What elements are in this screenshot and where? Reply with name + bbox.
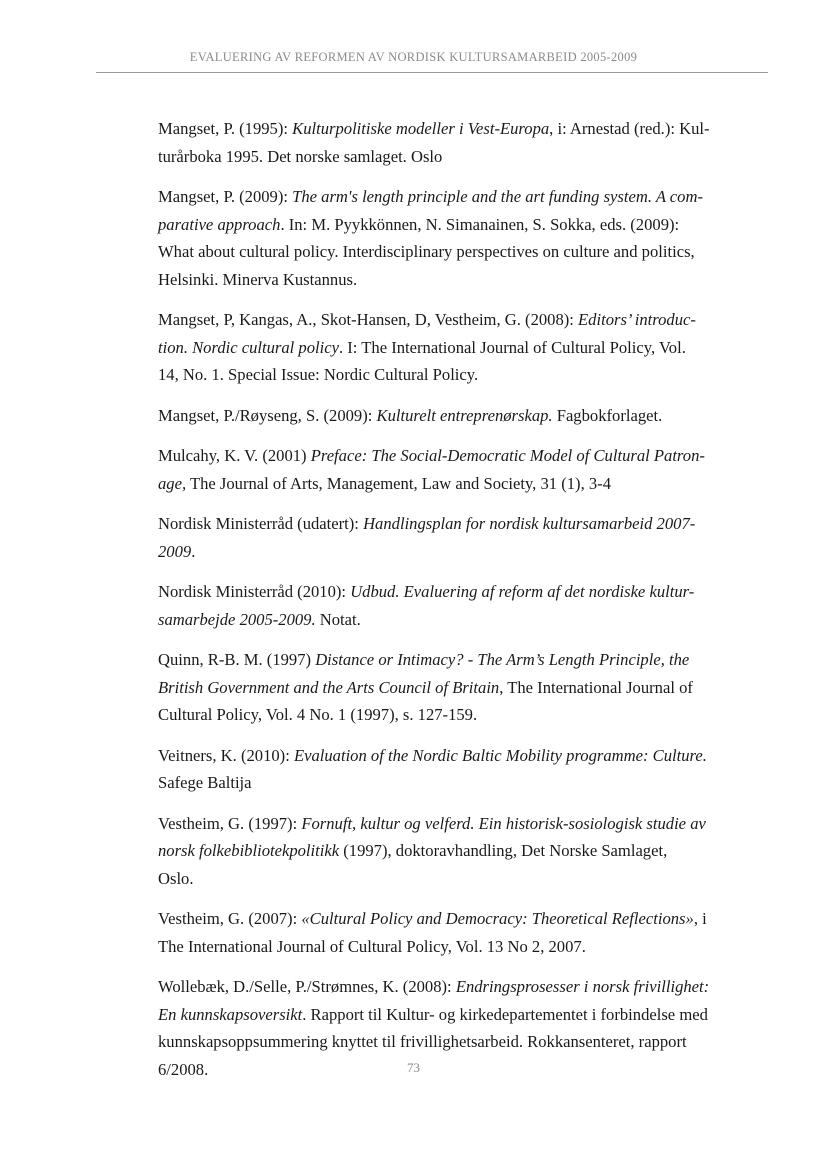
reference-text: What about cultural policy. Interdisciplinary perspectives on culture and politics, xyxy=(158,242,695,261)
reference-text: The International Journal of Cultural Policy, Vol. 13 No 2, 2007. xyxy=(158,936,586,956)
reference-text: , The International Journal of xyxy=(499,677,693,697)
reference-text: . Rapport til Kultur- og kirkedepartementet i forbindelse med xyxy=(302,1004,708,1024)
reference-text: 6/2008. xyxy=(158,1059,209,1079)
reference-title-text: Udbud. Evaluering af reform af det nordiske kultur- xyxy=(350,582,695,601)
reference-text: . I: The International Journal of Cultural Policy, Vol. xyxy=(338,337,686,357)
reference-text: The Journal of Arts, Management, Law and Society, 31 (1), 3-4 xyxy=(186,473,611,493)
reference-text: Mangset, P./Røyseng, S. (2009): xyxy=(158,405,377,425)
reference-text: Mangset, P. (1995): xyxy=(158,119,293,138)
reference-title-text: The arm's length principle and the art funding system. A com- xyxy=(292,187,703,206)
reference-text: Nordisk Ministerråd (udatert): xyxy=(158,514,364,533)
running-header: EVALUERING AV REFORMEN AV NORDISK KULTURSAMARBEID 2005-2009 xyxy=(189,50,638,64)
reference-text: kunnskapsoppsummering knyttet til frivillighetsarbeid. Rokkansenteret, rapport xyxy=(158,1032,687,1051)
reference-title-text: Editors’ introduc- xyxy=(578,310,696,329)
reference-text: Safege Baltija xyxy=(158,773,252,792)
reference-text: Oslo. xyxy=(158,868,194,888)
reference-text: Vestheim, G. (2007): xyxy=(158,909,302,928)
reference-text: Mulcahy, K. V. (2001) xyxy=(158,446,311,465)
reference-title-text: Kulturelt entreprenørskap. xyxy=(376,405,553,425)
reference-entry xyxy=(158,306,710,389)
reference-title-text: En kunnskapsoversikt xyxy=(158,1004,303,1024)
header-divider xyxy=(96,72,768,73)
reference-text: , i xyxy=(693,909,707,928)
reference-entry xyxy=(158,183,710,293)
reference-text: turårboka 1995. Det norske samlaget. Oslo xyxy=(158,146,443,166)
reference-title-text: Endringsprosesser i norsk frivillighet: xyxy=(455,977,710,996)
reference-text: Wollebæk, D./Selle, P./Strømnes, K. (2008): xyxy=(158,977,456,996)
reference-text: Helsinki. Minerva Kustannus. xyxy=(158,269,358,289)
reference-entry xyxy=(158,402,710,430)
reference-text: Veitners, K. (2010): xyxy=(158,745,294,765)
reference-entry xyxy=(158,510,710,565)
reference-title-text: tion. Nordic cultural policy xyxy=(158,337,339,357)
reference-title-text: Handlingsplan for nordisk kultursamarbeid 2007- xyxy=(363,514,696,533)
reference-text: (1997), doktoravhandling, Det Norske Samlaget, xyxy=(339,841,668,860)
reference-title-text: samarbejde 2005-2009. xyxy=(158,609,316,629)
reference-title-text: 2009 xyxy=(158,541,192,561)
reference-title-text: Fornuft, kultur og velferd. Ein historisk-sosiologisk studie av xyxy=(301,813,706,833)
reference-title-text: norsk folkebibliotekpolitikk xyxy=(158,841,340,860)
reference-text: Cultural Policy, Vol. 4 No. 1 (1997), s. 127-159. xyxy=(158,705,478,724)
reference-text: , i: Arnestad (red.): Kul- xyxy=(549,119,710,138)
reference-entry xyxy=(158,742,710,797)
reference-text: Fagbokforlaget. xyxy=(552,405,663,425)
reference-entry xyxy=(158,646,710,729)
reference-entry xyxy=(158,578,710,633)
reference-text: . xyxy=(191,541,196,561)
reference-text: 14, No. 1. Special Issue: Nordic Cultural Policy. xyxy=(158,365,479,384)
reference-title-text: age, xyxy=(158,473,187,493)
reference-entry xyxy=(158,810,710,893)
reference-entry xyxy=(158,115,710,170)
reference-text: Notat. xyxy=(315,609,361,629)
reference-list xyxy=(158,115,710,1096)
reference-title-text: Preface: The Social-Democratic Model of Cultural Patron- xyxy=(310,446,705,465)
reference-title-text: Kulturpolitiske modeller i Vest-Europa xyxy=(292,119,550,138)
reference-entry xyxy=(158,905,710,960)
reference-entry xyxy=(158,442,710,497)
reference-text: . In: M. Pyykkönnen, N. Simanainen, S. Sokka, eds. (2009): xyxy=(280,214,680,234)
reference-title-text: «Cultural Policy and Democracy: Theoretical Reflections» xyxy=(301,909,694,928)
reference-title-text: British Government and the Arts Council of Britain xyxy=(158,677,500,697)
page-number: 73 xyxy=(407,1060,420,1075)
reference-title-text: parative approach xyxy=(158,214,281,234)
reference-text: Quinn, R-B. M. (1997) xyxy=(158,650,316,669)
reference-title-text: Distance or Intimacy? - The Arm’s Length Principle, the xyxy=(315,650,690,669)
reference-text: Mangset, P, Kangas, A., Skot-Hansen, D, Vestheim, G. (2008): xyxy=(158,310,579,329)
reference-text: Nordisk Ministerråd (2010): xyxy=(158,582,351,601)
reference-text: Vestheim, G. (1997): xyxy=(158,813,302,833)
reference-title-text: Evaluation of the Nordic Baltic Mobility programme: Culture. xyxy=(293,745,707,765)
reference-text: Mangset, P. (2009): xyxy=(158,187,293,206)
